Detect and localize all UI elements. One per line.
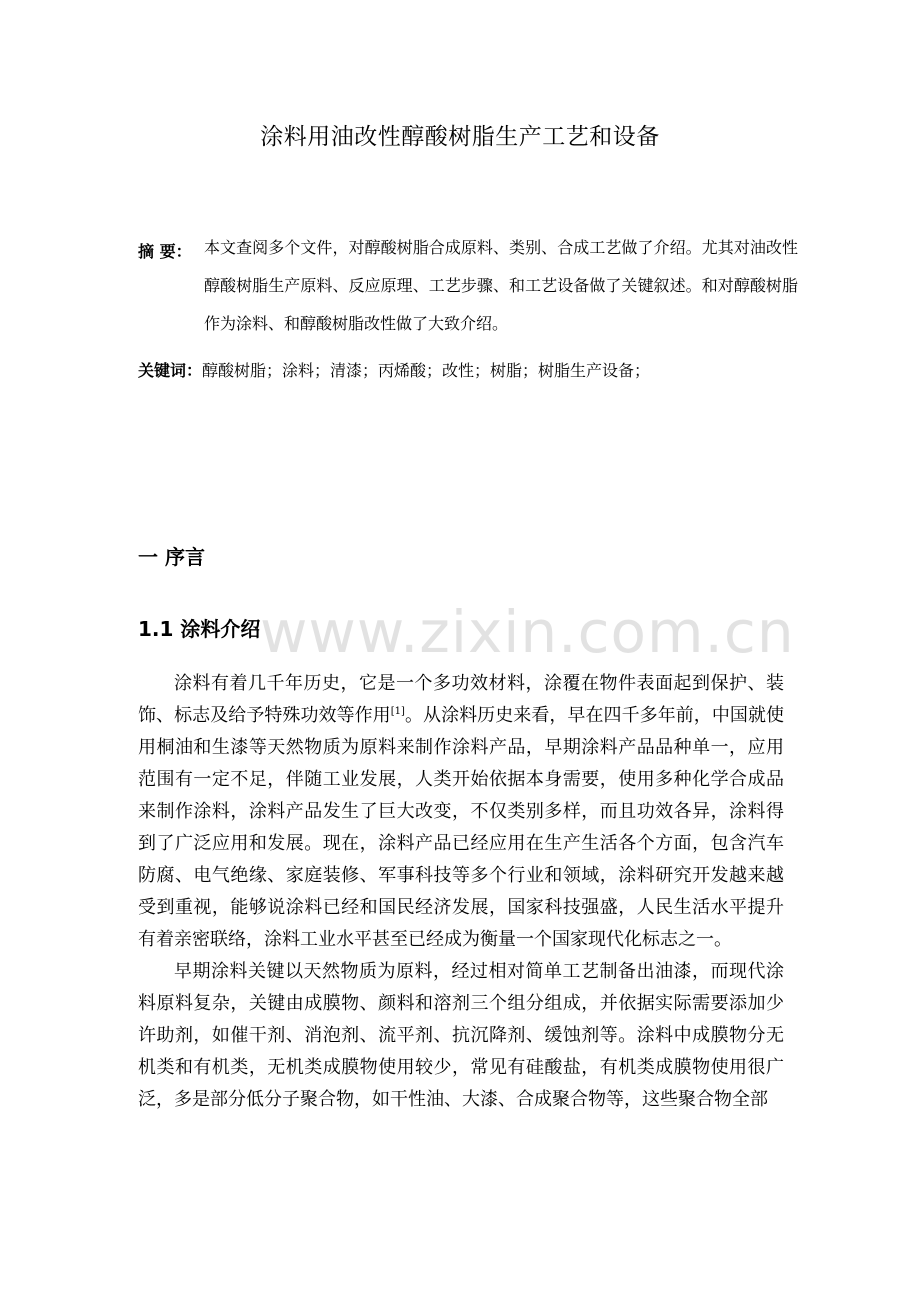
citation-link[interactable]: [1] (390, 706, 405, 717)
abstract-block (138, 239, 798, 343)
abstract-text: 本文查阅多个文件，对醇酸树脂合成原料、类别、合成工艺做了介绍。尤其对油改性醇酸树脂生产原料、反应原理、工艺步骤、和工艺设备做了关键叙述。和对醇酸树脂作为涂料、和醇酸树脂改性做了大致介绍。 (204, 238, 798, 333)
document-title: 涂料用油改性醇酸树脂生产工艺和设备 (260, 124, 660, 150)
paragraph-1 (138, 668, 784, 956)
body-text (138, 668, 784, 1116)
abstract-label: 摘 要： (138, 242, 192, 261)
paragraph-1-text: 涂料有着几千年历史，它是一个多功效材料，涂覆在物件表面起到保护、装饰、标志及给予特殊功效等作用 (138, 673, 784, 726)
keywords-text: 醇酸树脂；涂料；清漆；丙烯酸；改性；树脂；树脂生产设备； (202, 361, 651, 380)
keywords-label: 关键词： (138, 361, 203, 380)
paragraph-2: 早期涂料关键以天然物质为原料，经过相对简单工艺制备出油漆，而现代涂料原料复杂，关键由成膜物、颜料和溶剂三个组分组成，并依据实际需要添加少许助剂，如催干剂、消泡剂、流平剂、抗沉降剂、缓蚀剂等。涂料中成膜物分无机类和有机类，无机类成膜物使用较少，常见有硅酸盐，有机类成膜物使用很广泛，多是部分低分子聚合物，如干性油、大漆、合成聚合物等，这些聚合物全部 (138, 961, 784, 1110)
subsection-heading: 1.1 涂料介绍 (138, 617, 261, 641)
paragraph-1-text-continued: 。从涂料历史来看，早在四千多年前，中国就使用桐油和生漆等天然物质为原料来制作涂料产品，早期涂料产品品种单一，应用范围有一定不足，伴随工业发展，人类开始依据本身需要，使用多种化学合成品来制作涂料，涂料产品发生了巨大改变，不仅类别多样，而且功效各异，涂料得到了广泛应用和发展。现在，涂料产品已经应用在生产生活各个方面，包含汽车防腐、电气绝缘、家庭装修、军事科技等多个行业和领域，涂料研究开发越来越受到重视，能够说涂料已经和国民经济发展，国家科技强盛，人民生活水平提升有着亲密联络，涂料工业水平甚至已经成为衡量一个国家现代化标志之一。 (138, 705, 785, 950)
keywords-line (138, 358, 650, 381)
watermark: www.zixin.com.cn (260, 598, 795, 666)
section-heading: 一 序言 (138, 545, 205, 569)
